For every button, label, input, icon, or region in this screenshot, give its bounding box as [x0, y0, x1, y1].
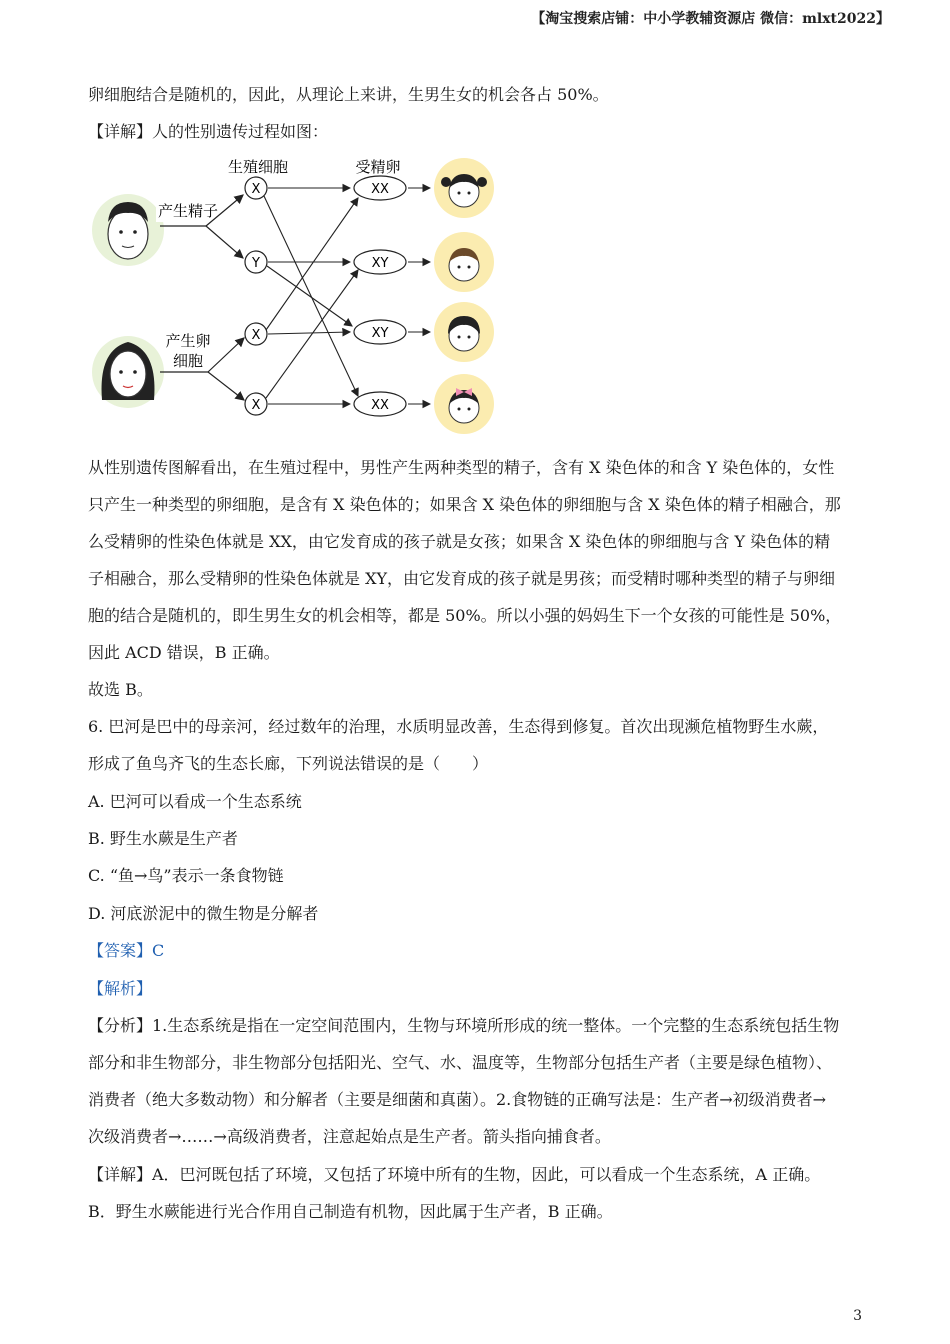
text-line: 次级消费者→……→高级消费者，注意起始点是生产者。箭头指向捕食者。	[88, 1127, 611, 1146]
boy-child-icon	[434, 302, 494, 362]
question-stem: 6. 巴河是巴中的母亲河，经过数年的治理，水质明显改善，生态得到修复。首次出现濒危植物野生水蕨，	[88, 717, 829, 736]
father-label: 产生精子	[157, 202, 219, 220]
svg-text:XY: XY	[371, 326, 389, 341]
text-line: 【分析】1.生态系统是指在一定空间范围内，生物与环境所形成的统一整体。一个完整的生态系统包括生物	[88, 1016, 840, 1035]
zygote-xx-2	[354, 392, 406, 416]
option-c: C. “鱼→鸟”表示一条食物链	[88, 866, 284, 885]
text-line: 卵细胞结合是随机的，因此，从理论上来讲，生男生女的机会各占 50%。	[88, 85, 609, 104]
girl-child-icon	[434, 374, 494, 434]
mother-face-icon	[92, 336, 164, 408]
mother-label-line1: 产生卵	[165, 332, 211, 350]
text-line: 故选 B。	[88, 680, 153, 699]
egg-x-cell-1	[245, 323, 267, 345]
option-d: D. 河底淤泥中的微生物是分解者	[88, 904, 319, 923]
sperm-x-cell	[245, 177, 267, 199]
father-face-icon	[92, 194, 164, 266]
svg-text:X: X	[251, 398, 261, 413]
text-line: B．野生水蕨能进行光合作用自己制造有机物，因此属于生产者，B 正确。	[88, 1202, 613, 1221]
mother-label-line2: 细胞	[172, 352, 204, 370]
text-line: 因此 ACD 错误，B 正确。	[88, 643, 280, 662]
zygote-xy-2	[354, 320, 406, 344]
svg-text:XX: XX	[371, 182, 389, 197]
analysis-label: 【解析】	[88, 979, 153, 998]
boy-child-icon	[434, 232, 494, 292]
answer-label: 【答案】C	[88, 941, 165, 960]
option-a: A. 巴河可以看成一个生态系统	[88, 792, 302, 811]
sex-inheritance-diagram	[88, 150, 498, 440]
svg-text:X: X	[251, 182, 261, 197]
header-watermark: 【淘宝搜索店铺：中小学教辅资源店 微信：mlxt2022】	[531, 11, 890, 27]
girl-child-icon	[434, 158, 494, 218]
germ-cell-header: 生殖细胞	[227, 158, 289, 176]
text-line: 【详解】A．巴河既包括了环境，又包括了环境中所有的生物，因此，可以看成一个生态系统，A 正确。	[88, 1165, 821, 1184]
text-line: 只产生一种类型的卵细胞，是含有 X 染色体的；如果含 X 染色体的卵细胞与含 X 染色体的精子相融合，那	[88, 495, 841, 514]
svg-text:XX: XX	[371, 398, 389, 413]
zygote-xx-1	[354, 176, 406, 200]
text-line: 【详解】人的性别遗传过程如图：	[88, 122, 329, 141]
page-number: 3	[853, 1308, 862, 1324]
svg-text:Y: Y	[252, 256, 260, 271]
svg-text:XY: XY	[371, 256, 389, 271]
text-line: 么受精卵的性染色体就是 XX，由它发育成的孩子就是女孩；如果含 X 染色体的卵细胞与含 Y 染色体的精	[88, 532, 831, 551]
text-line: 部分和非生物部分，非生物部分包括阳光、空气、水、温度等，生物部分包括生产者（主要是绿色植物）、	[88, 1053, 833, 1072]
sperm-y-cell	[245, 251, 267, 273]
option-b: B. 野生水蕨是生产者	[88, 829, 238, 848]
text-line: 从性别遗传图解看出，在生殖过程中，男性产生两种类型的精子，含有 X 染色体的和含 Y 染色体的，女性	[88, 458, 835, 477]
text-line: 消费者（绝大多数动物）和分解者（主要是细菌和真菌）。2.食物链的正确写法是：生产者→初级消费者→	[88, 1090, 827, 1109]
question-stem: 形成了鱼鸟齐飞的生态长廊，下列说法错误的是（ ）	[88, 754, 489, 773]
zygote-xy-1	[354, 250, 406, 274]
text-line: 胞的结合是随机的，即生男生女的机会相等，都是 50%。所以小强的妈妈生下一个女孩的可能性是 50%，	[88, 606, 842, 625]
svg-text:X: X	[251, 328, 261, 343]
zygote-header: 受精卵	[355, 158, 401, 176]
egg-x-cell-2	[245, 393, 267, 415]
text-line: 子相融合，那么受精卵的性染色体就是 XY，由它发育成的孩子就是男孩；而受精时哪种类型的精子与卵细	[88, 569, 836, 588]
